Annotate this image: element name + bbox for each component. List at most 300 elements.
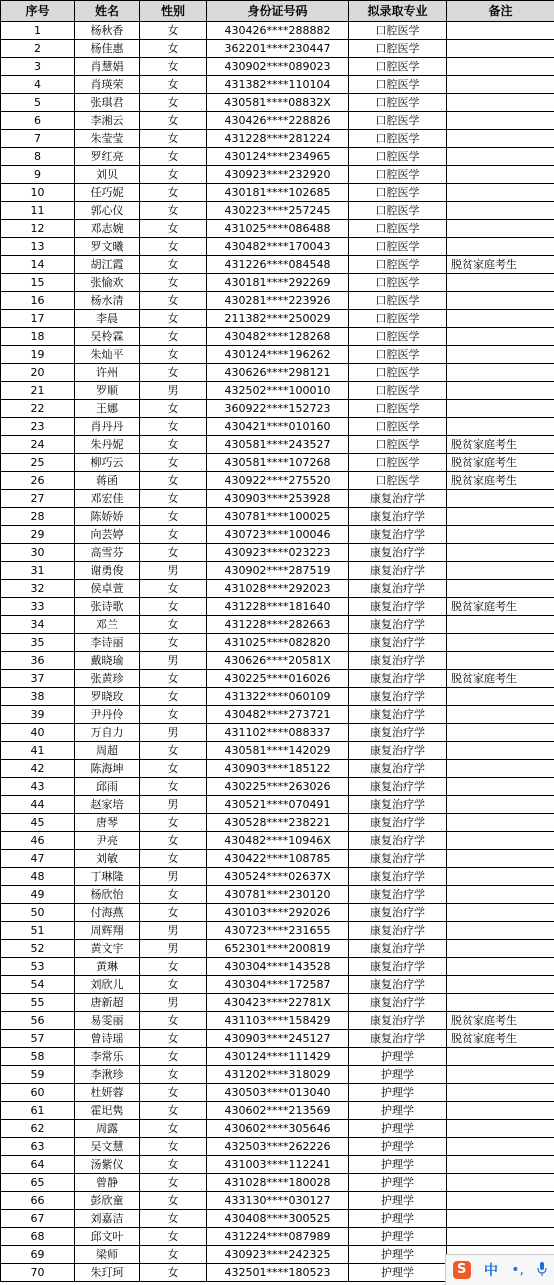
cell-remark (447, 508, 554, 526)
table-row (1, 616, 554, 634)
cell-major: 口腔医学 (349, 202, 447, 220)
cell-name: 李湫珍 (75, 1066, 140, 1084)
cell-index: 61 (1, 1102, 75, 1120)
cell-id-number: 430923****242325 (207, 1246, 349, 1264)
cell-major: 口腔医学 (349, 112, 447, 130)
ime-mode-toggle[interactable]: 中 (483, 1263, 498, 1279)
table-row (1, 76, 554, 94)
cell-remark (447, 904, 554, 922)
cell-remark (447, 1174, 554, 1192)
table-row (1, 364, 554, 382)
table-row (1, 904, 554, 922)
cell-gender: 女 (140, 1138, 207, 1156)
cell-remark (447, 1228, 554, 1246)
cell-index: 21 (1, 382, 75, 400)
cell-id-number: 430426****288882 (207, 22, 349, 40)
cell-index: 32 (1, 580, 75, 598)
cell-major: 康复治疗学 (349, 922, 447, 940)
table-row (1, 400, 554, 418)
cell-id-number: 211382****250029 (207, 310, 349, 328)
table-row (1, 688, 554, 706)
cell-major: 康复治疗学 (349, 958, 447, 976)
table-row (1, 220, 554, 238)
cell-gender: 女 (140, 364, 207, 382)
cell-id-number: 430581****243527 (207, 436, 349, 454)
cell-remark (447, 166, 554, 184)
cell-remark (447, 544, 554, 562)
table-row (1, 292, 554, 310)
cell-id-number: 430482****273721 (207, 706, 349, 724)
cell-major: 康复治疗学 (349, 814, 447, 832)
table-row (1, 472, 554, 490)
cell-gender: 男 (140, 382, 207, 400)
cell-remark (447, 832, 554, 850)
cell-major: 康复治疗学 (349, 796, 447, 814)
cell-remark (447, 976, 554, 994)
cell-remark (447, 364, 554, 382)
cell-id-number: 433130****030127 (207, 1192, 349, 1210)
cell-gender: 女 (140, 814, 207, 832)
cell-index: 63 (1, 1138, 75, 1156)
cell-remark (447, 40, 554, 58)
cell-name: 刘欣儿 (75, 976, 140, 994)
table-row (1, 1102, 554, 1120)
cell-id-number: 430923****232920 (207, 166, 349, 184)
cell-remark (447, 688, 554, 706)
table-row (1, 652, 554, 670)
table-row (1, 238, 554, 256)
cell-id-number: 431025****082820 (207, 634, 349, 652)
cell-gender: 女 (140, 400, 207, 418)
cell-remark (447, 490, 554, 508)
cell-major: 护理学 (349, 1264, 447, 1282)
table-row (1, 940, 554, 958)
cell-id-number: 430923****023223 (207, 544, 349, 562)
header-gender: 性别 (140, 1, 207, 22)
cell-major: 康复治疗学 (349, 526, 447, 544)
cell-id-number: 430602****213569 (207, 1102, 349, 1120)
cell-gender: 女 (140, 166, 207, 184)
cell-name: 赵家培 (75, 796, 140, 814)
cell-index: 14 (1, 256, 75, 274)
cell-id-number: 430581****142029 (207, 742, 349, 760)
cell-index: 7 (1, 130, 75, 148)
cell-major: 口腔医学 (349, 382, 447, 400)
table-row (1, 562, 554, 580)
cell-index: 47 (1, 850, 75, 868)
cell-gender: 女 (140, 742, 207, 760)
cell-id-number: 430482****128268 (207, 328, 349, 346)
cell-name: 杜妍蓉 (75, 1084, 140, 1102)
cell-gender: 女 (140, 1048, 207, 1066)
cell-id-number: 430181****102685 (207, 184, 349, 202)
cell-name: 周露 (75, 1120, 140, 1138)
cell-remark (447, 760, 554, 778)
cell-major: 康复治疗学 (349, 598, 447, 616)
cell-id-number: 431025****086488 (207, 220, 349, 238)
cell-major: 康复治疗学 (349, 742, 447, 760)
cell-major: 康复治疗学 (349, 670, 447, 688)
cell-remark (447, 922, 554, 940)
cell-gender: 女 (140, 436, 207, 454)
cell-remark (447, 184, 554, 202)
cell-remark (447, 940, 554, 958)
cell-id-number: 431322****060109 (207, 688, 349, 706)
cell-gender: 女 (140, 1192, 207, 1210)
cell-id-number: 430421****010160 (207, 418, 349, 436)
table-row (1, 1228, 554, 1246)
cell-index: 54 (1, 976, 75, 994)
cell-remark (447, 292, 554, 310)
table-row (1, 994, 554, 1012)
cell-id-number: 430422****108785 (207, 850, 349, 868)
cell-remark (447, 112, 554, 130)
table-row (1, 742, 554, 760)
cell-name: 肖瑛荣 (75, 76, 140, 94)
cell-remark: 脱贫家庭考生 (447, 472, 554, 490)
cell-major: 口腔医学 (349, 22, 447, 40)
cell-remark (447, 724, 554, 742)
cell-index: 6 (1, 112, 75, 130)
cell-gender: 女 (140, 688, 207, 706)
cell-remark (447, 526, 554, 544)
cell-major: 口腔医学 (349, 274, 447, 292)
cell-gender: 女 (140, 976, 207, 994)
cell-remark (447, 706, 554, 724)
cell-gender: 男 (140, 724, 207, 742)
cell-remark (447, 76, 554, 94)
cell-id-number: 430626****298121 (207, 364, 349, 382)
cell-remark: 脱贫家庭考生 (447, 454, 554, 472)
table-row (1, 580, 554, 598)
cell-id-number: 360922****152723 (207, 400, 349, 418)
cell-index: 16 (1, 292, 75, 310)
table-row (1, 382, 554, 400)
cell-remark: 脱贫家庭考生 (447, 256, 554, 274)
cell-name: 杨水清 (75, 292, 140, 310)
cell-remark (447, 58, 554, 76)
cell-gender: 女 (140, 1174, 207, 1192)
cell-major: 护理学 (349, 1102, 447, 1120)
cell-index: 46 (1, 832, 75, 850)
cell-remark: 脱贫家庭考生 (447, 1012, 554, 1030)
cell-name: 杨佳惠 (75, 40, 140, 58)
cell-index: 31 (1, 562, 75, 580)
header-row (1, 1, 554, 22)
table-row (1, 1138, 554, 1156)
cell-id-number: 430482****10946X (207, 832, 349, 850)
cell-name: 易雯丽 (75, 1012, 140, 1030)
cell-gender: 女 (140, 778, 207, 796)
cell-index: 28 (1, 508, 75, 526)
cell-gender: 女 (140, 760, 207, 778)
cell-index: 65 (1, 1174, 75, 1192)
cell-name: 黄文宇 (75, 940, 140, 958)
cell-index: 19 (1, 346, 75, 364)
cell-major: 口腔医学 (349, 328, 447, 346)
cell-name: 肖丹丹 (75, 418, 140, 436)
table-row (1, 634, 554, 652)
cell-id-number: 430103****292026 (207, 904, 349, 922)
cell-id-number: 430528****238221 (207, 814, 349, 832)
cell-id-number: 430124****111429 (207, 1048, 349, 1066)
cell-index: 60 (1, 1084, 75, 1102)
cell-name: 付海燕 (75, 904, 140, 922)
cell-gender: 女 (140, 1264, 207, 1282)
cell-major: 康复治疗学 (349, 994, 447, 1012)
cell-index: 20 (1, 364, 75, 382)
table-row (1, 1084, 554, 1102)
cell-index: 36 (1, 652, 75, 670)
table-row (1, 310, 554, 328)
cell-name: 王娜 (75, 400, 140, 418)
cell-index: 51 (1, 922, 75, 940)
cell-id-number: 652301****200819 (207, 940, 349, 958)
cell-major: 康复治疗学 (349, 706, 447, 724)
cell-id-number: 430225****263026 (207, 778, 349, 796)
cell-remark (447, 958, 554, 976)
cell-remark (447, 886, 554, 904)
cell-index: 59 (1, 1066, 75, 1084)
cell-gender: 女 (140, 310, 207, 328)
cell-id-number: 430225****016026 (207, 670, 349, 688)
cell-major: 康复治疗学 (349, 562, 447, 580)
cell-index: 29 (1, 526, 75, 544)
cell-remark (447, 1102, 554, 1120)
cell-id-number: 430124****196262 (207, 346, 349, 364)
cell-gender: 女 (140, 832, 207, 850)
cell-remark (447, 1210, 554, 1228)
cell-remark (447, 1192, 554, 1210)
cell-name: 郭心仪 (75, 202, 140, 220)
cell-gender: 女 (140, 544, 207, 562)
cell-remark: 脱贫家庭考生 (447, 598, 554, 616)
cell-remark (447, 274, 554, 292)
cell-major: 口腔医学 (349, 76, 447, 94)
cell-id-number: 430581****107268 (207, 454, 349, 472)
cell-remark: 脱贫家庭考生 (447, 670, 554, 688)
cell-major: 康复治疗学 (349, 724, 447, 742)
cell-index: 67 (1, 1210, 75, 1228)
cell-id-number: 431028****180028 (207, 1174, 349, 1192)
cell-name: 杨秋香 (75, 22, 140, 40)
table-row (1, 166, 554, 184)
cell-major: 口腔医学 (349, 94, 447, 112)
table-row (1, 814, 554, 832)
cell-id-number: 430524****02637X (207, 868, 349, 886)
cell-remark (447, 1066, 554, 1084)
cell-gender: 女 (140, 958, 207, 976)
cell-gender: 女 (140, 328, 207, 346)
table-row (1, 832, 554, 850)
cell-remark (447, 238, 554, 256)
table-row (1, 850, 554, 868)
cell-name: 陈海坤 (75, 760, 140, 778)
cell-index: 41 (1, 742, 75, 760)
cell-index: 42 (1, 760, 75, 778)
cell-name: 霍圯隽 (75, 1102, 140, 1120)
cell-remark: 脱贫家庭考生 (447, 436, 554, 454)
cell-remark (447, 850, 554, 868)
cell-major: 护理学 (349, 1138, 447, 1156)
cell-gender: 女 (140, 526, 207, 544)
cell-index: 43 (1, 778, 75, 796)
cell-name: 李湘云 (75, 112, 140, 130)
cell-gender: 女 (140, 706, 207, 724)
ime-punct-toggle[interactable]: •, (511, 1262, 524, 1278)
cell-remark (447, 382, 554, 400)
cell-id-number: 430124****234965 (207, 148, 349, 166)
cell-major: 康复治疗学 (349, 850, 447, 868)
table-row (1, 1012, 554, 1030)
cell-index: 18 (1, 328, 75, 346)
table-row (1, 184, 554, 202)
cell-remark (447, 130, 554, 148)
cell-id-number: 430281****223926 (207, 292, 349, 310)
cell-major: 口腔医学 (349, 40, 447, 58)
cell-name: 曾诗瑶 (75, 1030, 140, 1048)
cell-id-number: 430482****170043 (207, 238, 349, 256)
cell-major: 护理学 (349, 1246, 447, 1264)
cell-major: 口腔医学 (349, 166, 447, 184)
cell-index: 12 (1, 220, 75, 238)
cell-name: 吴文慧 (75, 1138, 140, 1156)
cell-gender: 女 (140, 130, 207, 148)
ime-toolbar[interactable] (445, 1254, 554, 1285)
cell-major: 康复治疗学 (349, 544, 447, 562)
cell-index: 68 (1, 1228, 75, 1246)
table-row (1, 670, 554, 688)
cell-id-number: 431102****088337 (207, 724, 349, 742)
cell-id-number: 430902****287519 (207, 562, 349, 580)
cell-gender: 女 (140, 418, 207, 436)
cell-name: 陈娇娇 (75, 508, 140, 526)
cell-major: 康复治疗学 (349, 652, 447, 670)
table-row (1, 922, 554, 940)
cell-gender: 女 (140, 148, 207, 166)
cell-major: 护理学 (349, 1210, 447, 1228)
cell-name: 朱灿平 (75, 346, 140, 364)
cell-id-number: 362201****230447 (207, 40, 349, 58)
cell-gender: 男 (140, 868, 207, 886)
cell-remark (447, 1120, 554, 1138)
cell-remark (447, 652, 554, 670)
cell-major: 口腔医学 (349, 220, 447, 238)
cell-remark (447, 580, 554, 598)
cell-index: 5 (1, 94, 75, 112)
cell-gender: 男 (140, 940, 207, 958)
cell-index: 58 (1, 1048, 75, 1066)
cell-major: 护理学 (349, 1192, 447, 1210)
cell-index: 23 (1, 418, 75, 436)
cell-major: 口腔医学 (349, 58, 447, 76)
cell-name: 丁琳隆 (75, 868, 140, 886)
cell-major: 口腔医学 (349, 238, 447, 256)
table-row (1, 94, 554, 112)
cell-name: 朱丹妮 (75, 436, 140, 454)
cell-id-number: 430781****230120 (207, 886, 349, 904)
cell-index: 22 (1, 400, 75, 418)
cell-index: 55 (1, 994, 75, 1012)
cell-major: 护理学 (349, 1174, 447, 1192)
cell-index: 27 (1, 490, 75, 508)
cell-major: 口腔医学 (349, 400, 447, 418)
cell-name: 黄琳 (75, 958, 140, 976)
cell-name: 邓宏佳 (75, 490, 140, 508)
table-row (1, 1156, 554, 1174)
cell-name: 李晨 (75, 310, 140, 328)
cell-name: 尹丹伶 (75, 706, 140, 724)
cell-name: 刘贝 (75, 166, 140, 184)
sogou-logo-icon[interactable]: S (453, 1261, 471, 1279)
cell-gender: 女 (140, 1246, 207, 1264)
cell-gender: 女 (140, 1030, 207, 1048)
cell-remark (447, 94, 554, 112)
cell-major: 康复治疗学 (349, 490, 447, 508)
cell-remark (447, 562, 554, 580)
cell-name: 张黄珍 (75, 670, 140, 688)
table-row (1, 724, 554, 742)
cell-gender: 女 (140, 202, 207, 220)
cell-gender: 女 (140, 886, 207, 904)
cell-index: 9 (1, 166, 75, 184)
cell-major: 护理学 (349, 1084, 447, 1102)
cell-name: 蒋函 (75, 472, 140, 490)
cell-name: 肖慧娟 (75, 58, 140, 76)
cell-remark (447, 868, 554, 886)
microphone-icon[interactable] (537, 1261, 547, 1280)
cell-major: 护理学 (349, 1156, 447, 1174)
cell-index: 13 (1, 238, 75, 256)
cell-major: 康复治疗学 (349, 634, 447, 652)
cell-index: 56 (1, 1012, 75, 1030)
table-body (1, 22, 554, 1282)
cell-gender: 女 (140, 454, 207, 472)
cell-remark (447, 1084, 554, 1102)
cell-gender: 女 (140, 670, 207, 688)
cell-index: 34 (1, 616, 75, 634)
cell-name: 张诗歌 (75, 598, 140, 616)
cell-id-number: 431382****110104 (207, 76, 349, 94)
cell-index: 45 (1, 814, 75, 832)
cell-id-number: 430723****100046 (207, 526, 349, 544)
cell-major: 康复治疗学 (349, 832, 447, 850)
cell-index: 4 (1, 76, 75, 94)
cell-gender: 女 (140, 274, 207, 292)
cell-name: 高雪芬 (75, 544, 140, 562)
cell-remark (447, 778, 554, 796)
table-row (1, 1030, 554, 1048)
cell-remark (447, 1048, 554, 1066)
cell-name: 向芸婷 (75, 526, 140, 544)
cell-remark (447, 418, 554, 436)
cell-index: 64 (1, 1156, 75, 1174)
cell-major: 口腔医学 (349, 292, 447, 310)
cell-index: 10 (1, 184, 75, 202)
cell-index: 66 (1, 1192, 75, 1210)
cell-name: 周辉翔 (75, 922, 140, 940)
cell-major: 口腔医学 (349, 130, 447, 148)
cell-name: 尹亮 (75, 832, 140, 850)
table-row (1, 130, 554, 148)
header-name: 姓名 (75, 1, 140, 22)
cell-gender: 男 (140, 922, 207, 940)
cell-id-number: 431228****281224 (207, 130, 349, 148)
cell-major: 康复治疗学 (349, 940, 447, 958)
cell-id-number: 430521****070491 (207, 796, 349, 814)
cell-major: 康复治疗学 (349, 760, 447, 778)
cell-major: 口腔医学 (349, 184, 447, 202)
